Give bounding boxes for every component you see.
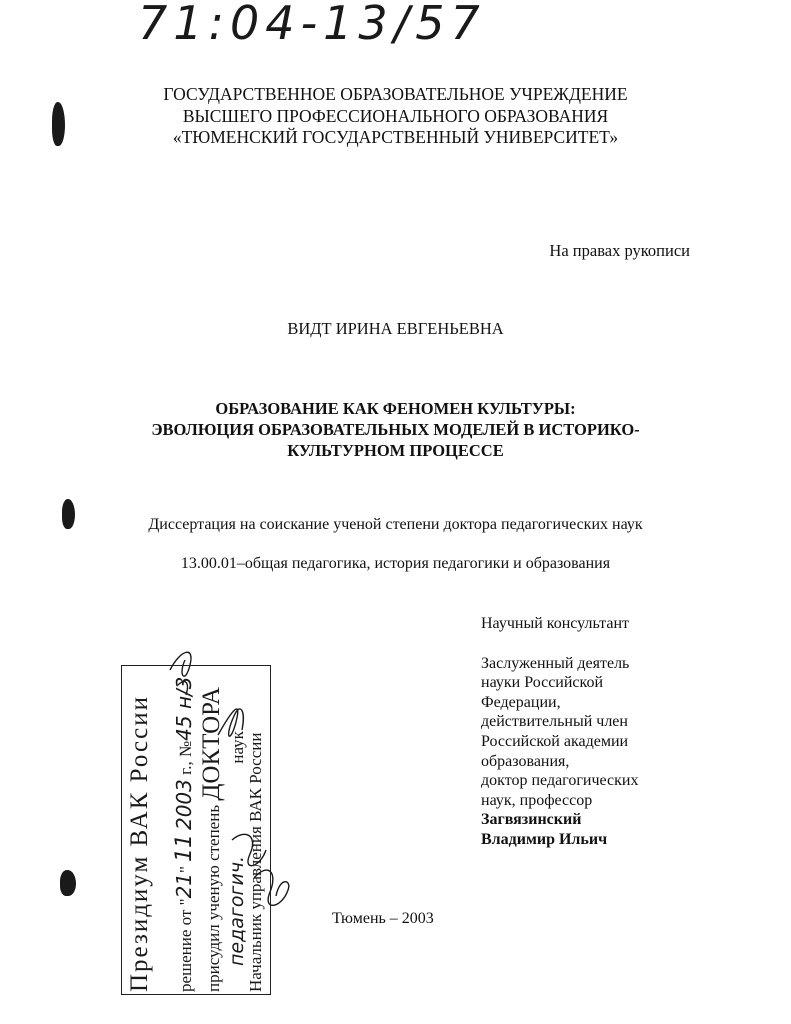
consultant-title-line: Федерации, [481,693,561,711]
scan-punch-hole [52,102,65,146]
stamp-line-field: педагогич. наук [226,731,248,966]
manuscript-note: На правах рукописи [549,241,690,260]
title-line-3: КУЛЬТУРНОМ ПРОЦЕССЕ [287,441,504,460]
consultant-title-line: действительный член [481,713,628,731]
stamp-line-head: Начальник управления ВАК России [246,732,265,992]
consultant-name-line-1: Загвязинский [481,811,582,829]
institution-header [0,84,791,149]
handwritten-signature [150,640,300,980]
scan-punch-hole [62,499,75,529]
consultant-block [481,614,721,850]
consultant-title-line: науки Российской [481,674,604,692]
dissertation-title [0,398,791,461]
consultant-heading: Научный консультант [481,615,629,632]
specialty-code: 13.00.01–общая педагогика, история педагогики и образования [180,555,611,572]
consultant-title-line: наук, профессор [481,791,593,809]
consultant-title-line: Заслуженный деятель [481,654,630,672]
consultant-title-line: Российской академии [481,732,629,750]
stamp-line-decision: решение от "21"112003 г., №45 н/3 [172,676,197,992]
consultant-title-line: доктор педагогических [481,772,639,790]
city-year: Тюмень – 2003 [332,910,434,927]
dissertation-degree-line: Диссертация на соискание ученой степени доктора педагогических наук [148,516,643,533]
institution-line-1: ГОСУДАРСТВЕННОЕ ОБРАЗОВАТЕЛЬНОЕ УЧРЕЖДЕНИЕ [163,84,628,104]
institution-line-3: «ТЮМЕНСКИЙ ГОСУДАРСТВЕННЫЙ УНИВЕРСИТЕТ» [172,127,619,147]
consultant-name-line-2: Владимир Ильич [481,830,608,848]
archive-number: 71:04-13/57 [138,0,486,50]
title-line-2: ЭВОЛЮЦИЯ ОБРАЗОВАТЕЛЬНЫХ МОДЕЛЕЙ В ИСТОРИКО- [151,420,640,439]
institution-line-2: ВЫСШЕГО ПРОФЕССИОНАЛЬНОГО ОБРАЗОВАНИЯ [182,105,609,126]
stamp-line-degree: присудил ученую степень ДОКТОРА [198,687,225,992]
stamp-line-presidium: Президиум ВАК России [126,695,153,992]
scan-punch-hole [60,870,76,896]
author-name: ВИДТ ИРИНА ЕВГЕНЬЕВНА [287,319,504,338]
title-line-1: ОБРАЗОВАНИЕ КАК ФЕНОМЕН КУЛЬТУРЫ: [215,399,576,418]
consultant-title-line: образования, [481,752,570,770]
